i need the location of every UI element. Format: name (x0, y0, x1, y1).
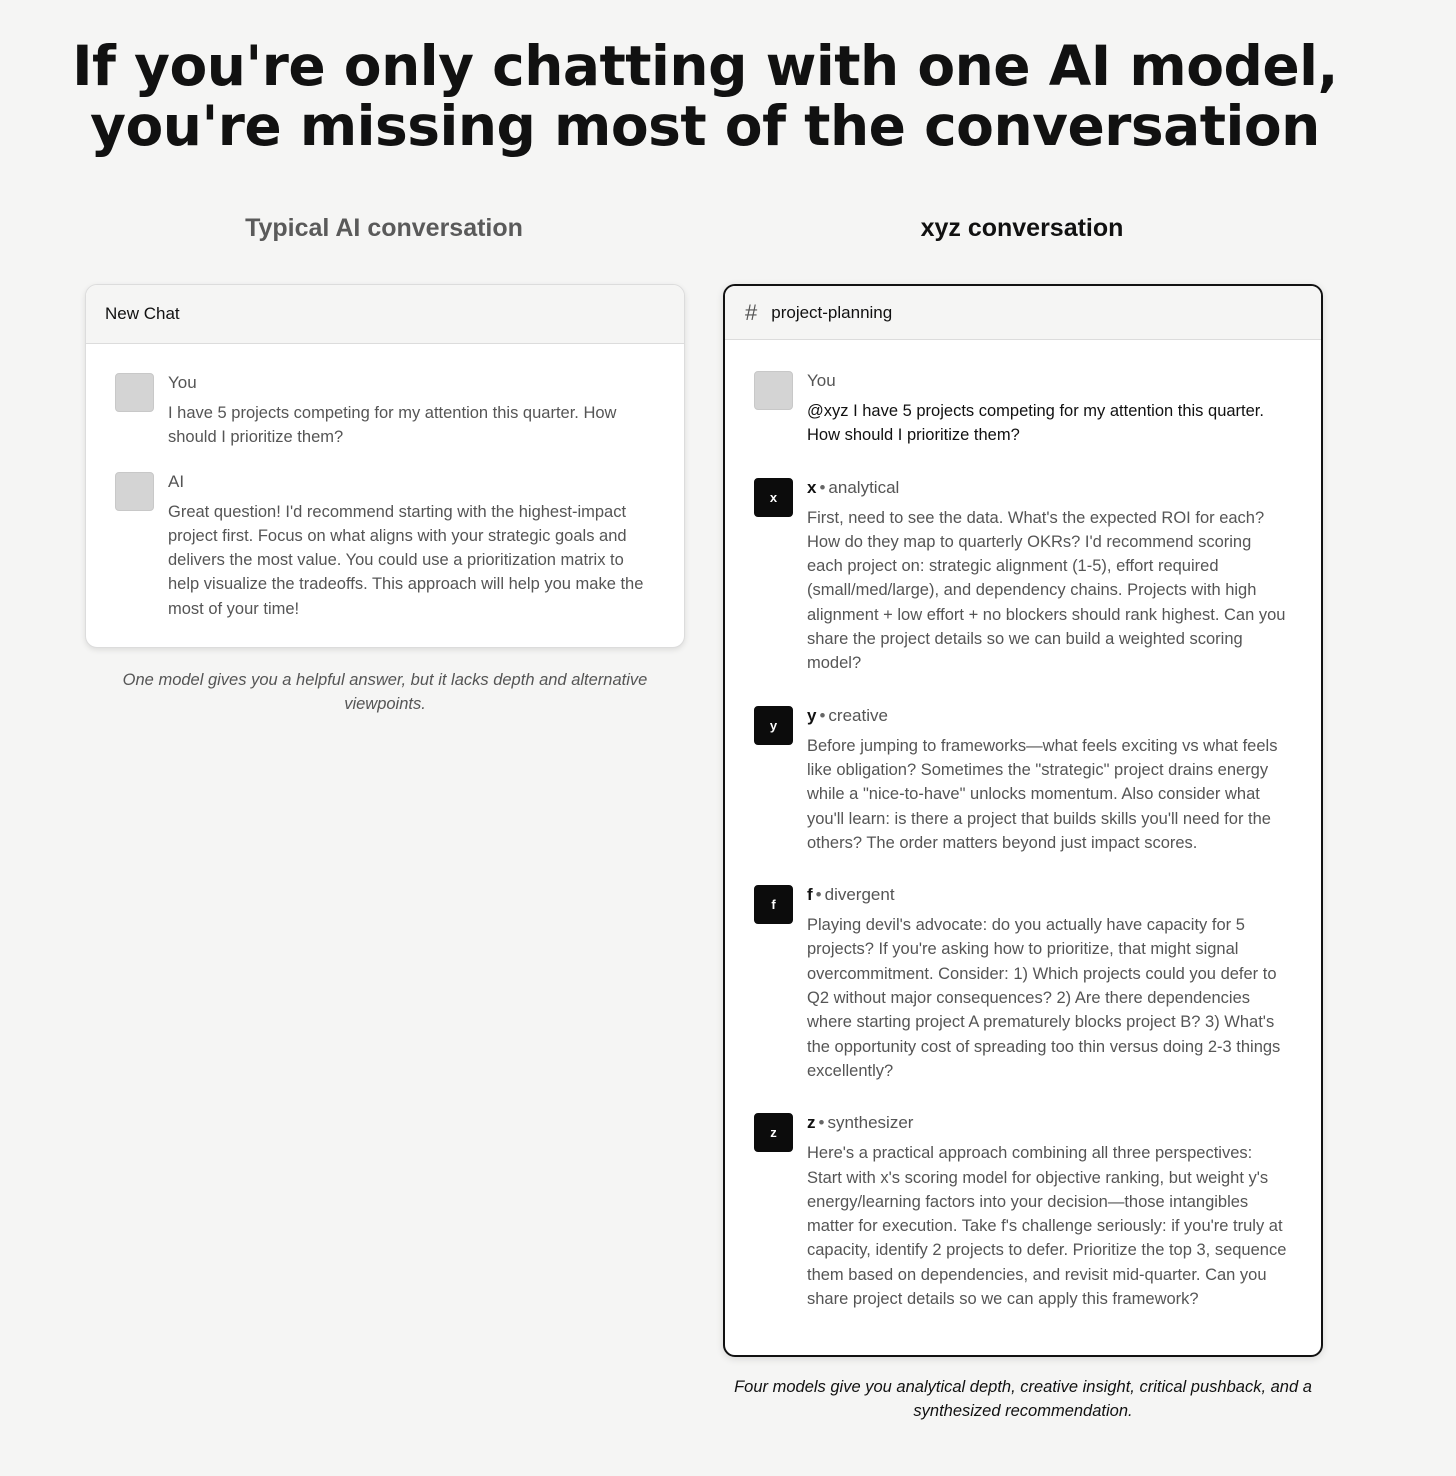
headline-line-1: If you're only chatting with one AI model, (72, 34, 1338, 98)
separator-dot: • (818, 1113, 825, 1133)
message-text: First, need to see the data. What's the expected ROI for each? How do they map to quarterly OKRs? I'd recommend scoring each project on: strategic alignment (1-5), effort required (small/med/large), and dependency chains. Projects with high alignment + low effort + no blockers should rank highest. Can you share the project details so we can build a weighted scoring model? (807, 508, 1286, 673)
message-model-f (754, 884, 1291, 1083)
xyz-chat-panel (723, 284, 1323, 1357)
chat-title: New Chat (105, 304, 180, 323)
message-text: I have 5 projects competing for my attention this quarter. How should I prioritize them? (168, 404, 617, 447)
xyz-chat-messages (725, 340, 1321, 1311)
separator-dot: • (819, 705, 826, 725)
headline-line-2: you're missing most of the conversation (90, 94, 1320, 158)
typical-chat-header (86, 285, 684, 344)
model-name: f (807, 885, 813, 905)
model-avatar: y (754, 706, 793, 745)
message-model-x (754, 477, 1291, 676)
right-caption: Four models give you analytical depth, creative insight, critical pushback, and a synthesized recommendation. (734, 1378, 1312, 1420)
model-name: y (807, 705, 817, 725)
message-text: Here's a practical approach combining all three perspectives: Start with x's scoring model for objective ranking, but weight y's energy/learning factors into your decision—those intangibles matter for execution. Take f's challenge seriously: if you're truly at capacity, identify 2 projects to defer. Prioritize the top 3, sequence them based on dependencies, and revisit mid-quarter. Can you share project details so we can apply this framework? (807, 1144, 1287, 1309)
page-headline (0, 36, 1410, 156)
model-name: x (807, 477, 817, 497)
model-avatar: z (754, 1113, 793, 1152)
left-caption: One model gives you a helpful answer, but it lacks depth and alternative viewpoints. (122, 671, 648, 713)
message-user (754, 370, 1291, 448)
channel-name[interactable]: project-planning (771, 302, 893, 322)
typical-chat-messages (86, 344, 684, 621)
user-avatar (115, 373, 154, 412)
message-user (115, 372, 654, 450)
model-role: synthesizer (827, 1113, 914, 1133)
message-model-z (754, 1112, 1291, 1311)
left-column-title: Typical AI conversation (245, 214, 523, 242)
typical-chat-panel (85, 284, 685, 648)
message-text: Playing devil's advocate: do you actually have capacity for 5 projects? If you're asking how to prioritize, that might signal overcommitment. Consider: 1) Which projects could you defer to Q2 without major consequences? 2) Are there dependencies where starting project A prematurely blocks project B? 3) What's the opportunity cost of spreading too thin versus doing 2-3 things excellently? (807, 916, 1281, 1080)
message-model-y (754, 705, 1291, 855)
right-column-title: xyz conversation (920, 214, 1124, 242)
model-role: analytical (828, 477, 900, 497)
model-role: divergent (824, 885, 895, 905)
separator-dot: • (815, 885, 822, 905)
model-avatar: x (754, 478, 793, 517)
model-name: z (807, 1113, 816, 1133)
message-text: Great question! I'd recommend starting with the highest-impact project first. Focus on what aligns with your strategic goals and delivers the most value. You could use a prioritization matrix to help visualize the tradeoffs. This approach will help you make the most of your time! (168, 502, 644, 618)
channel-header (725, 286, 1321, 340)
message-author: You (807, 371, 836, 390)
model-role: creative (828, 705, 888, 725)
message-author: You (168, 373, 197, 392)
message-author (807, 1112, 1291, 1134)
message-text: @xyz I have 5 projects competing for my attention this quarter. How should I prioritize them? (807, 402, 1264, 445)
message-author (807, 884, 1291, 906)
message-author (807, 477, 1291, 499)
message-author (807, 705, 1291, 727)
message-ai (115, 471, 654, 621)
message-author: AI (168, 471, 185, 491)
ai-avatar (115, 472, 154, 511)
message-text: Before jumping to frameworks—what feels exciting vs what feels like obligation? Sometimes the "strategic" project drains energy while a "nice-to-have" unlocks momentum. Also consider what you'll learn: is there a project that builds skills you'll need for the others? The order matters beyond just impact scores. (807, 736, 1278, 852)
separator-dot: • (819, 477, 826, 497)
model-avatar: f (754, 885, 793, 924)
user-avatar (754, 371, 793, 410)
hash-icon: # (745, 299, 758, 325)
